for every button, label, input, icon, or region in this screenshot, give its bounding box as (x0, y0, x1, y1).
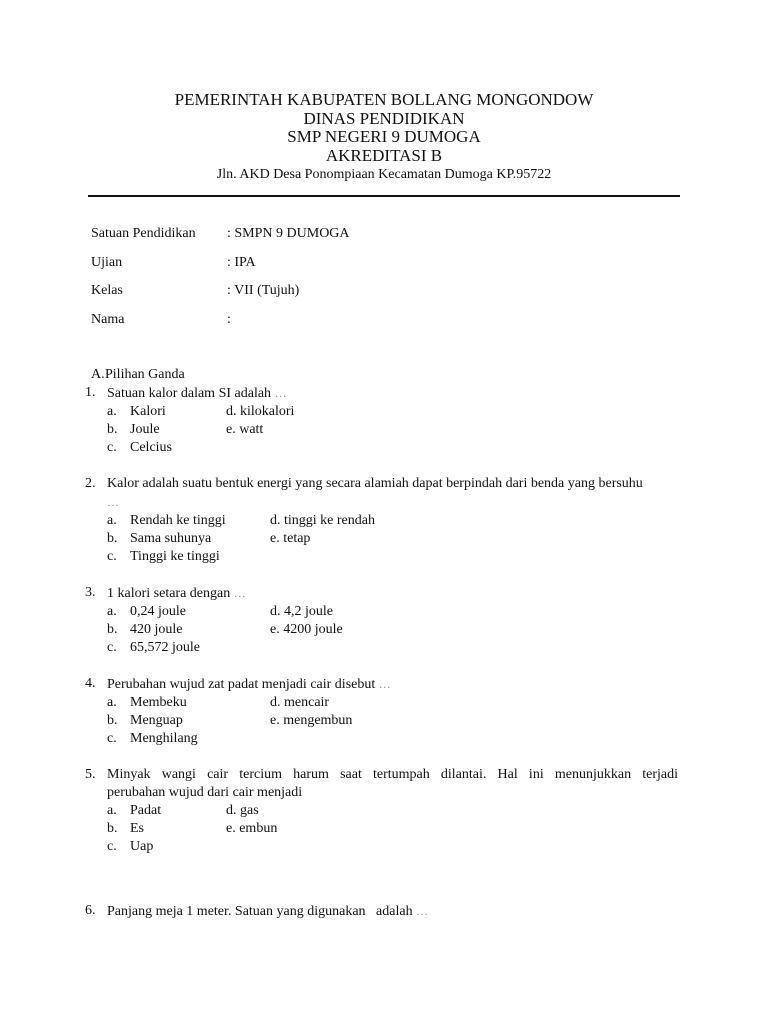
option-b: Sama suhunya (130, 531, 212, 546)
option-row (0, 712, 768, 730)
option-letter: b. (107, 622, 118, 637)
info-value: : (227, 311, 231, 327)
info-value: : SMPN 9 DUMOGA (227, 226, 350, 241)
question-6 (0, 902, 768, 921)
question-text: Panjang meja 1 meter. Satuan yang digunakan adalah … (107, 904, 429, 919)
option-e: e. watt (226, 422, 264, 437)
option-letter: c. (107, 731, 117, 746)
option-row (0, 639, 768, 657)
option-e: e. tetap (270, 531, 311, 546)
option-b: 420 joule (130, 622, 183, 637)
ellipsis: … (233, 586, 246, 600)
option-b: Es (130, 821, 144, 836)
question-number: 1. (85, 385, 96, 400)
header-address: Jln. AKD Desa Ponompiaan Kecamatan Dumoga KP.95722 (216, 167, 552, 182)
question-1 (0, 384, 768, 457)
option-d: d. mencair (270, 695, 330, 710)
option-row (0, 621, 768, 639)
header-government: PEMERINTAH KABUPATEN BOLLANG MONGONDOW (174, 90, 594, 109)
question-text-continued (107, 493, 678, 512)
section-number: A. (91, 367, 105, 382)
option-b: Joule (130, 422, 160, 437)
option-e: e. embun (226, 821, 278, 836)
ellipsis: … (378, 677, 391, 691)
option-letter: a. (107, 604, 117, 619)
ellipsis: … (107, 495, 119, 509)
option-row (0, 403, 768, 421)
ellipsis: … (274, 386, 287, 400)
header-accreditation: AKREDITASI B (325, 145, 443, 165)
question-number: 2. (85, 476, 96, 491)
question-number: 6. (85, 903, 96, 918)
option-letter: b. (107, 713, 118, 728)
option-c: Celcius (130, 440, 172, 455)
option-letter: a. (107, 513, 117, 528)
option-row (0, 530, 768, 548)
option-c: Uap (130, 839, 154, 854)
option-row (0, 548, 768, 566)
option-b: Menguap (130, 713, 183, 728)
section-heading (0, 366, 768, 384)
option-d: d. 4,2 joule (270, 604, 333, 619)
option-letter: a. (107, 803, 117, 818)
option-letter: b. (107, 422, 118, 437)
question-list (0, 366, 768, 921)
option-c: 65,572 joule (130, 640, 200, 655)
question-number: 5. (85, 767, 96, 782)
option-d: d. gas (226, 803, 259, 818)
question-text-continued: perubahan wujud dari cair menjadi (107, 785, 303, 800)
info-label: Kelas (91, 283, 123, 298)
option-a: Padat (130, 803, 162, 818)
option-a: Rendah ke tinggi (130, 513, 226, 528)
option-d: d. tinggi ke rendah (270, 513, 375, 528)
question-2 (0, 475, 768, 566)
option-row (0, 694, 768, 712)
school-header (88, 91, 680, 183)
option-row (0, 439, 768, 457)
option-letter: c. (107, 640, 117, 655)
option-letter: a. (107, 404, 117, 419)
question-4 (0, 675, 768, 748)
question-text: 1 kalori setara dengan … (107, 586, 246, 601)
option-row (0, 838, 768, 856)
question-text: Minyak wangi cair tercium harum saat tertumpah dilantai. Hal ini menunjukkan terjadi (107, 767, 678, 782)
option-letter: b. (107, 821, 118, 836)
question-3 (0, 584, 768, 657)
option-c: Menghilang (130, 731, 198, 746)
ellipsis: … (416, 904, 429, 918)
info-value: : VII (Tujuh) (227, 283, 300, 298)
question-5 (0, 766, 768, 856)
header-school-name: SMP NEGERI 9 DUMOGA (287, 127, 481, 146)
option-row (0, 603, 768, 621)
info-label: Nama (91, 311, 125, 327)
question-text: Satuan kalor dalam SI adalah … (107, 386, 287, 401)
option-e: e. mengembun (270, 713, 353, 728)
option-letter: c. (107, 549, 117, 564)
option-row (0, 820, 768, 838)
option-a: Kalori (130, 404, 166, 419)
header-department: DINAS PENDIDIKAN (303, 108, 465, 128)
option-letter: b. (107, 531, 118, 546)
info-value: : IPA (227, 254, 256, 270)
question-text: Perubahan wujud zat padat menjadi cair disebut … (107, 677, 391, 692)
option-row (0, 512, 768, 530)
option-a: Membeku (130, 695, 187, 710)
section-title: Pilihan Ganda (105, 367, 185, 382)
option-letter: c. (107, 440, 117, 455)
option-e: e. 4200 joule (270, 622, 343, 637)
question-number: 4. (85, 676, 96, 691)
option-c: Tinggi ke tinggi (130, 549, 220, 564)
header-divider (88, 195, 680, 197)
option-letter: a. (107, 695, 117, 710)
info-label: Satuan Pendidikan (91, 226, 196, 241)
option-letter: c. (107, 839, 117, 854)
option-d: d. kilokalori (226, 404, 295, 419)
question-text: Kalor adalah suatu bentuk energi yang secara alamiah dapat berpindah dari benda yang bersuhu (107, 476, 643, 491)
info-label: Ujian (91, 254, 123, 270)
option-row (0, 802, 768, 820)
question-number: 3. (85, 585, 96, 600)
option-row (0, 421, 768, 439)
option-a: 0,24 joule (130, 604, 186, 619)
option-row (0, 730, 768, 748)
